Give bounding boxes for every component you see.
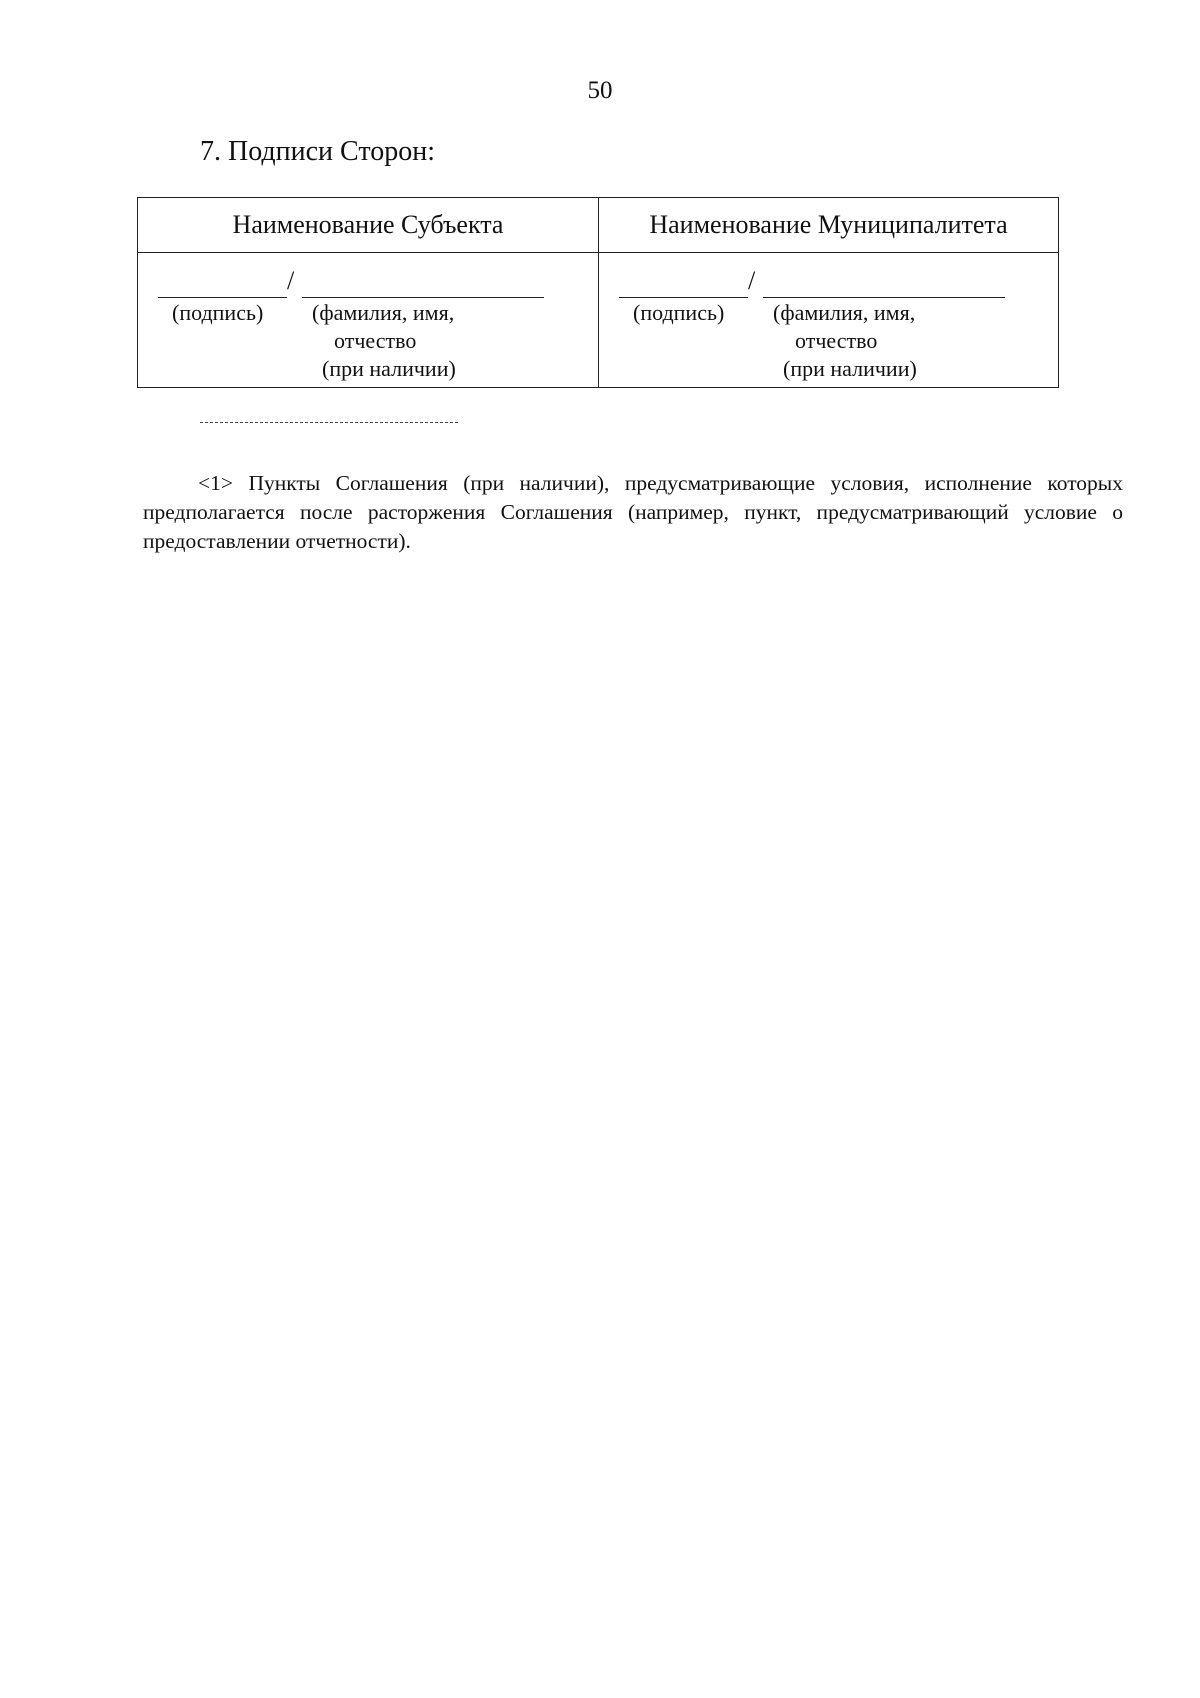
name-caption-line: (при наличии) — [322, 356, 456, 381]
signature-caption: (подпись) — [633, 300, 725, 325]
name-caption — [298, 299, 498, 383]
name-line — [302, 297, 544, 298]
name-caption-line: (фамилия, имя, — [773, 300, 916, 325]
section-heading: 7. Подписи Сторон: — [200, 136, 435, 167]
page-number: 50 — [587, 77, 613, 104]
footnote-text: <1> Пункты Соглашения (при наличии), предусматривающие условия, исполнение которых предполагается после расторжения Соглашения (например, пункт, предусматривающий условие о предоставлении отчетности). — [143, 471, 1123, 553]
party-subject-header: Наименование Субъекта — [138, 198, 599, 253]
signature-block — [619, 253, 999, 387]
signatures-sign-row — [138, 253, 1059, 388]
name-caption — [759, 299, 959, 383]
footnote-separator — [200, 422, 458, 423]
party-subject-signature-cell — [138, 253, 599, 388]
signatures-header-row — [138, 198, 1059, 253]
signature-line — [619, 297, 748, 298]
party-municipality-signature-cell — [599, 253, 1059, 388]
signatures-table — [137, 197, 1059, 388]
name-line — [763, 297, 1005, 298]
name-caption-line: (фамилия, имя, — [312, 300, 455, 325]
name-caption-line: (при наличии) — [783, 356, 917, 381]
name-caption-line: отчество — [795, 328, 878, 353]
signature-line — [158, 297, 287, 298]
name-caption-line: отчество — [334, 328, 417, 353]
signature-separator: / — [287, 266, 295, 295]
signature-caption: (подпись) — [172, 300, 264, 325]
party-municipality-header: Наименование Муниципалитета — [599, 198, 1059, 253]
signature-separator: / — [748, 266, 756, 295]
signature-block — [158, 253, 538, 387]
